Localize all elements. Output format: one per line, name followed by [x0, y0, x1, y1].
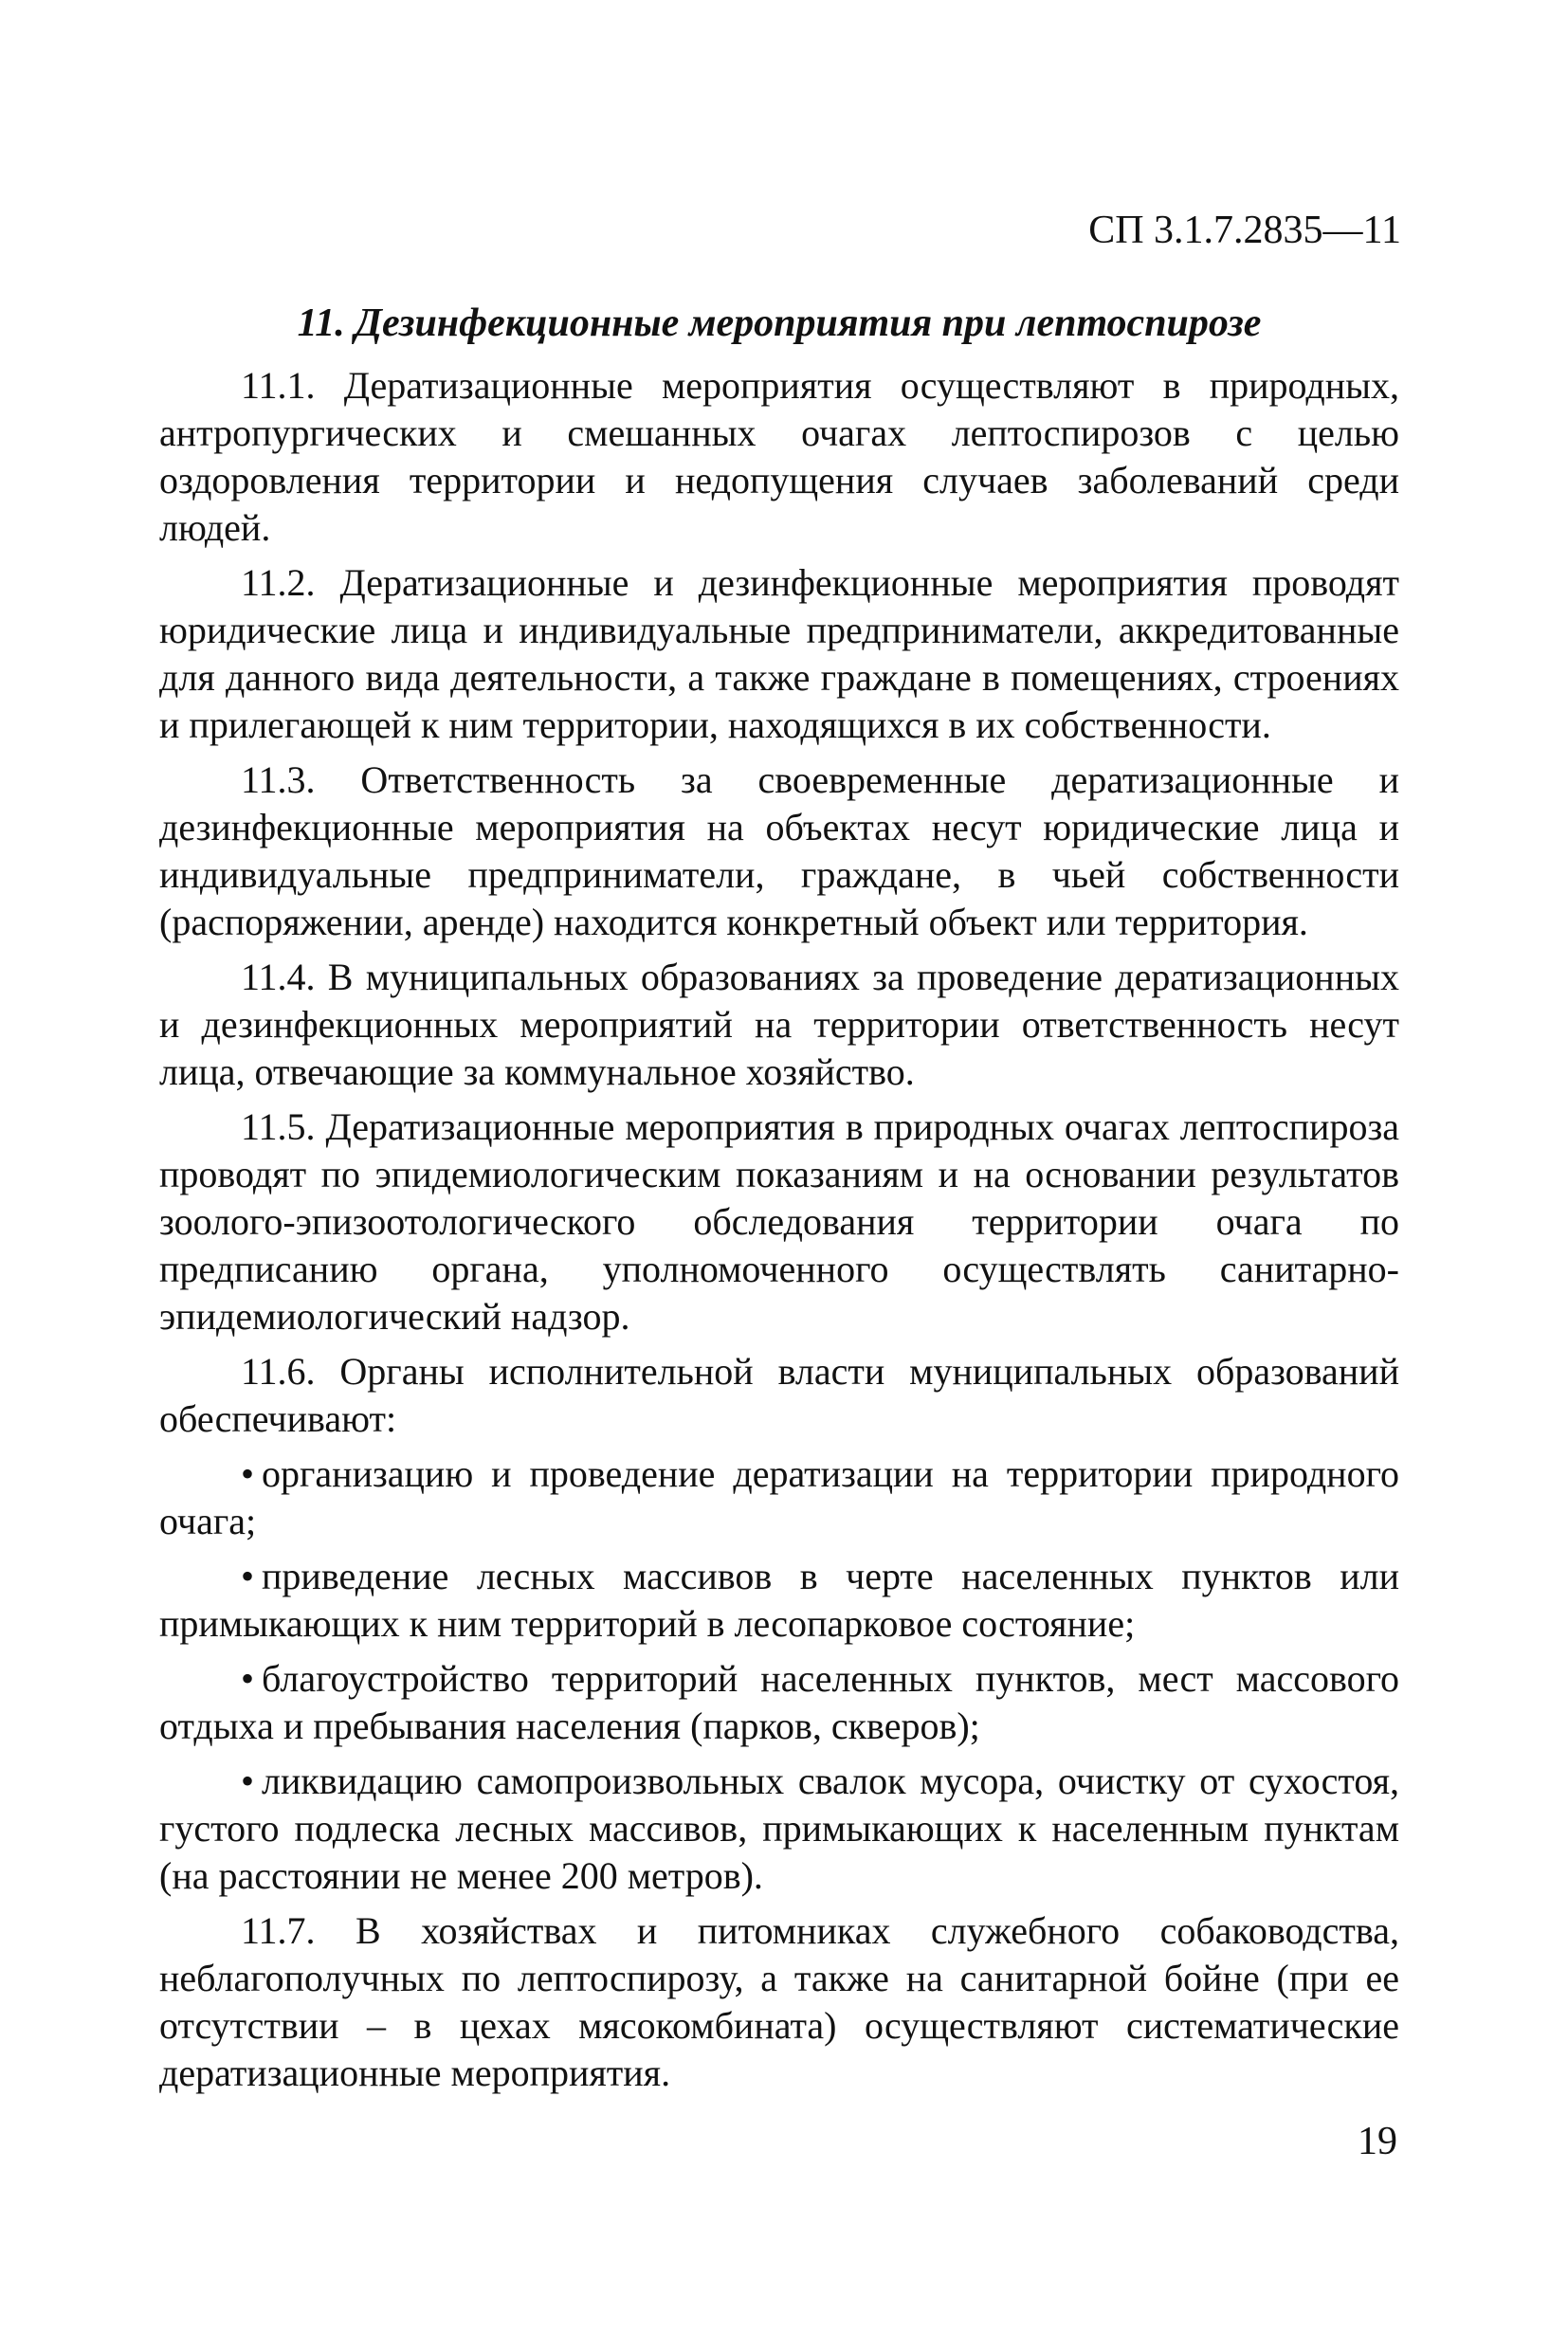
bullet-item — [159, 1655, 1399, 1750]
bullet-dot-icon: • — [241, 1452, 255, 1495]
bullet-item — [159, 1553, 1399, 1648]
bullet-item — [159, 1758, 1399, 1900]
section-title: 11. Дезинфекционные мероприятия при лептоспирозе — [297, 301, 1262, 345]
bullet-text: организацию и проведение дератизации на территории природного очага; — [159, 1452, 1399, 1542]
paragraph-11-6: 11.6. Органы исполнительной власти муниципальных образований обеспечивают: — [159, 1350, 1399, 1440]
paragraph-11-1: 11.1. Дератизационные мероприятия осуществляют в природных, антропургических и смешанных очагах лептоспирозов с целью оздоровления территории и недопущения случаев заболеваний среди людей. — [159, 364, 1399, 549]
bullet-dot-icon: • — [241, 1657, 255, 1700]
bullet-text: приведение лесных массивов в черте населенных пунктов или примыкающих к ним территорий в лесопарковое состояние; — [159, 1555, 1399, 1645]
bullet-dot-icon: • — [241, 1759, 255, 1802]
bullet-text: ликвидацию самопроизвольных свалок мусора, очистку от сухостоя, густого подлеска лесных массивов, примыкающих к населенным пунктам (на расстоянии не менее 200 метров). — [159, 1759, 1399, 1897]
bullet-text: благоустройство территорий населенных пунктов, мест массового отдыха и пребывания населения (парков, скверов); — [159, 1657, 1399, 1747]
document-code: СП 3.1.7.2835—11 — [1088, 209, 1401, 252]
bullet-item — [159, 1450, 1399, 1545]
paragraph-11-7: 11.7. В хозяйствах и питомниках служебного собаководства, неблагополучных по лептоспирозу, а также на санитарной бойне (при ее отсутствии – в цехах мясокомбината) осуществляют систематические дератизационные мероприятия. — [159, 1909, 1399, 2094]
page-number: 19 — [1358, 2120, 1397, 2163]
paragraph-11-3: 11.3. Ответственность за своевременные дератизационные и дезинфекционные мероприятия на объектах несут юридические лица и индивидуальные предприниматели, граждане, в чьей собственности (распоряжении, аренде) находится конкретный объект или территория. — [159, 758, 1399, 943]
bullet-dot-icon: • — [241, 1555, 255, 1597]
paragraph-11-5: 11.5. Дератизационные мероприятия в природных очагах лептоспироза проводят по эпидемиологическим показаниям и на основании результатов зоолого-эпизоотологического обследования территории очага по предписанию органа, уполномоченного осуществлять санитарно-эпидемиологический надзор. — [159, 1105, 1399, 1338]
paragraph-11-4: 11.4. В муниципальных образованиях за проведение дератизационных и дезинфекционных мероприятий на территории ответственность несут лица, отвечающие за коммунальное хозяйство. — [159, 956, 1399, 1093]
paragraph-11-2: 11.2. Дератизационные и дезинфекционные мероприятия проводят юридические лица и индивидуальные предприниматели, аккредитованные для данного вида деятельности, а также граждане в помещениях, строениях и прилегающей к ним территории, находящихся в их собственности. — [159, 561, 1399, 746]
document-body — [159, 296, 1399, 2105]
